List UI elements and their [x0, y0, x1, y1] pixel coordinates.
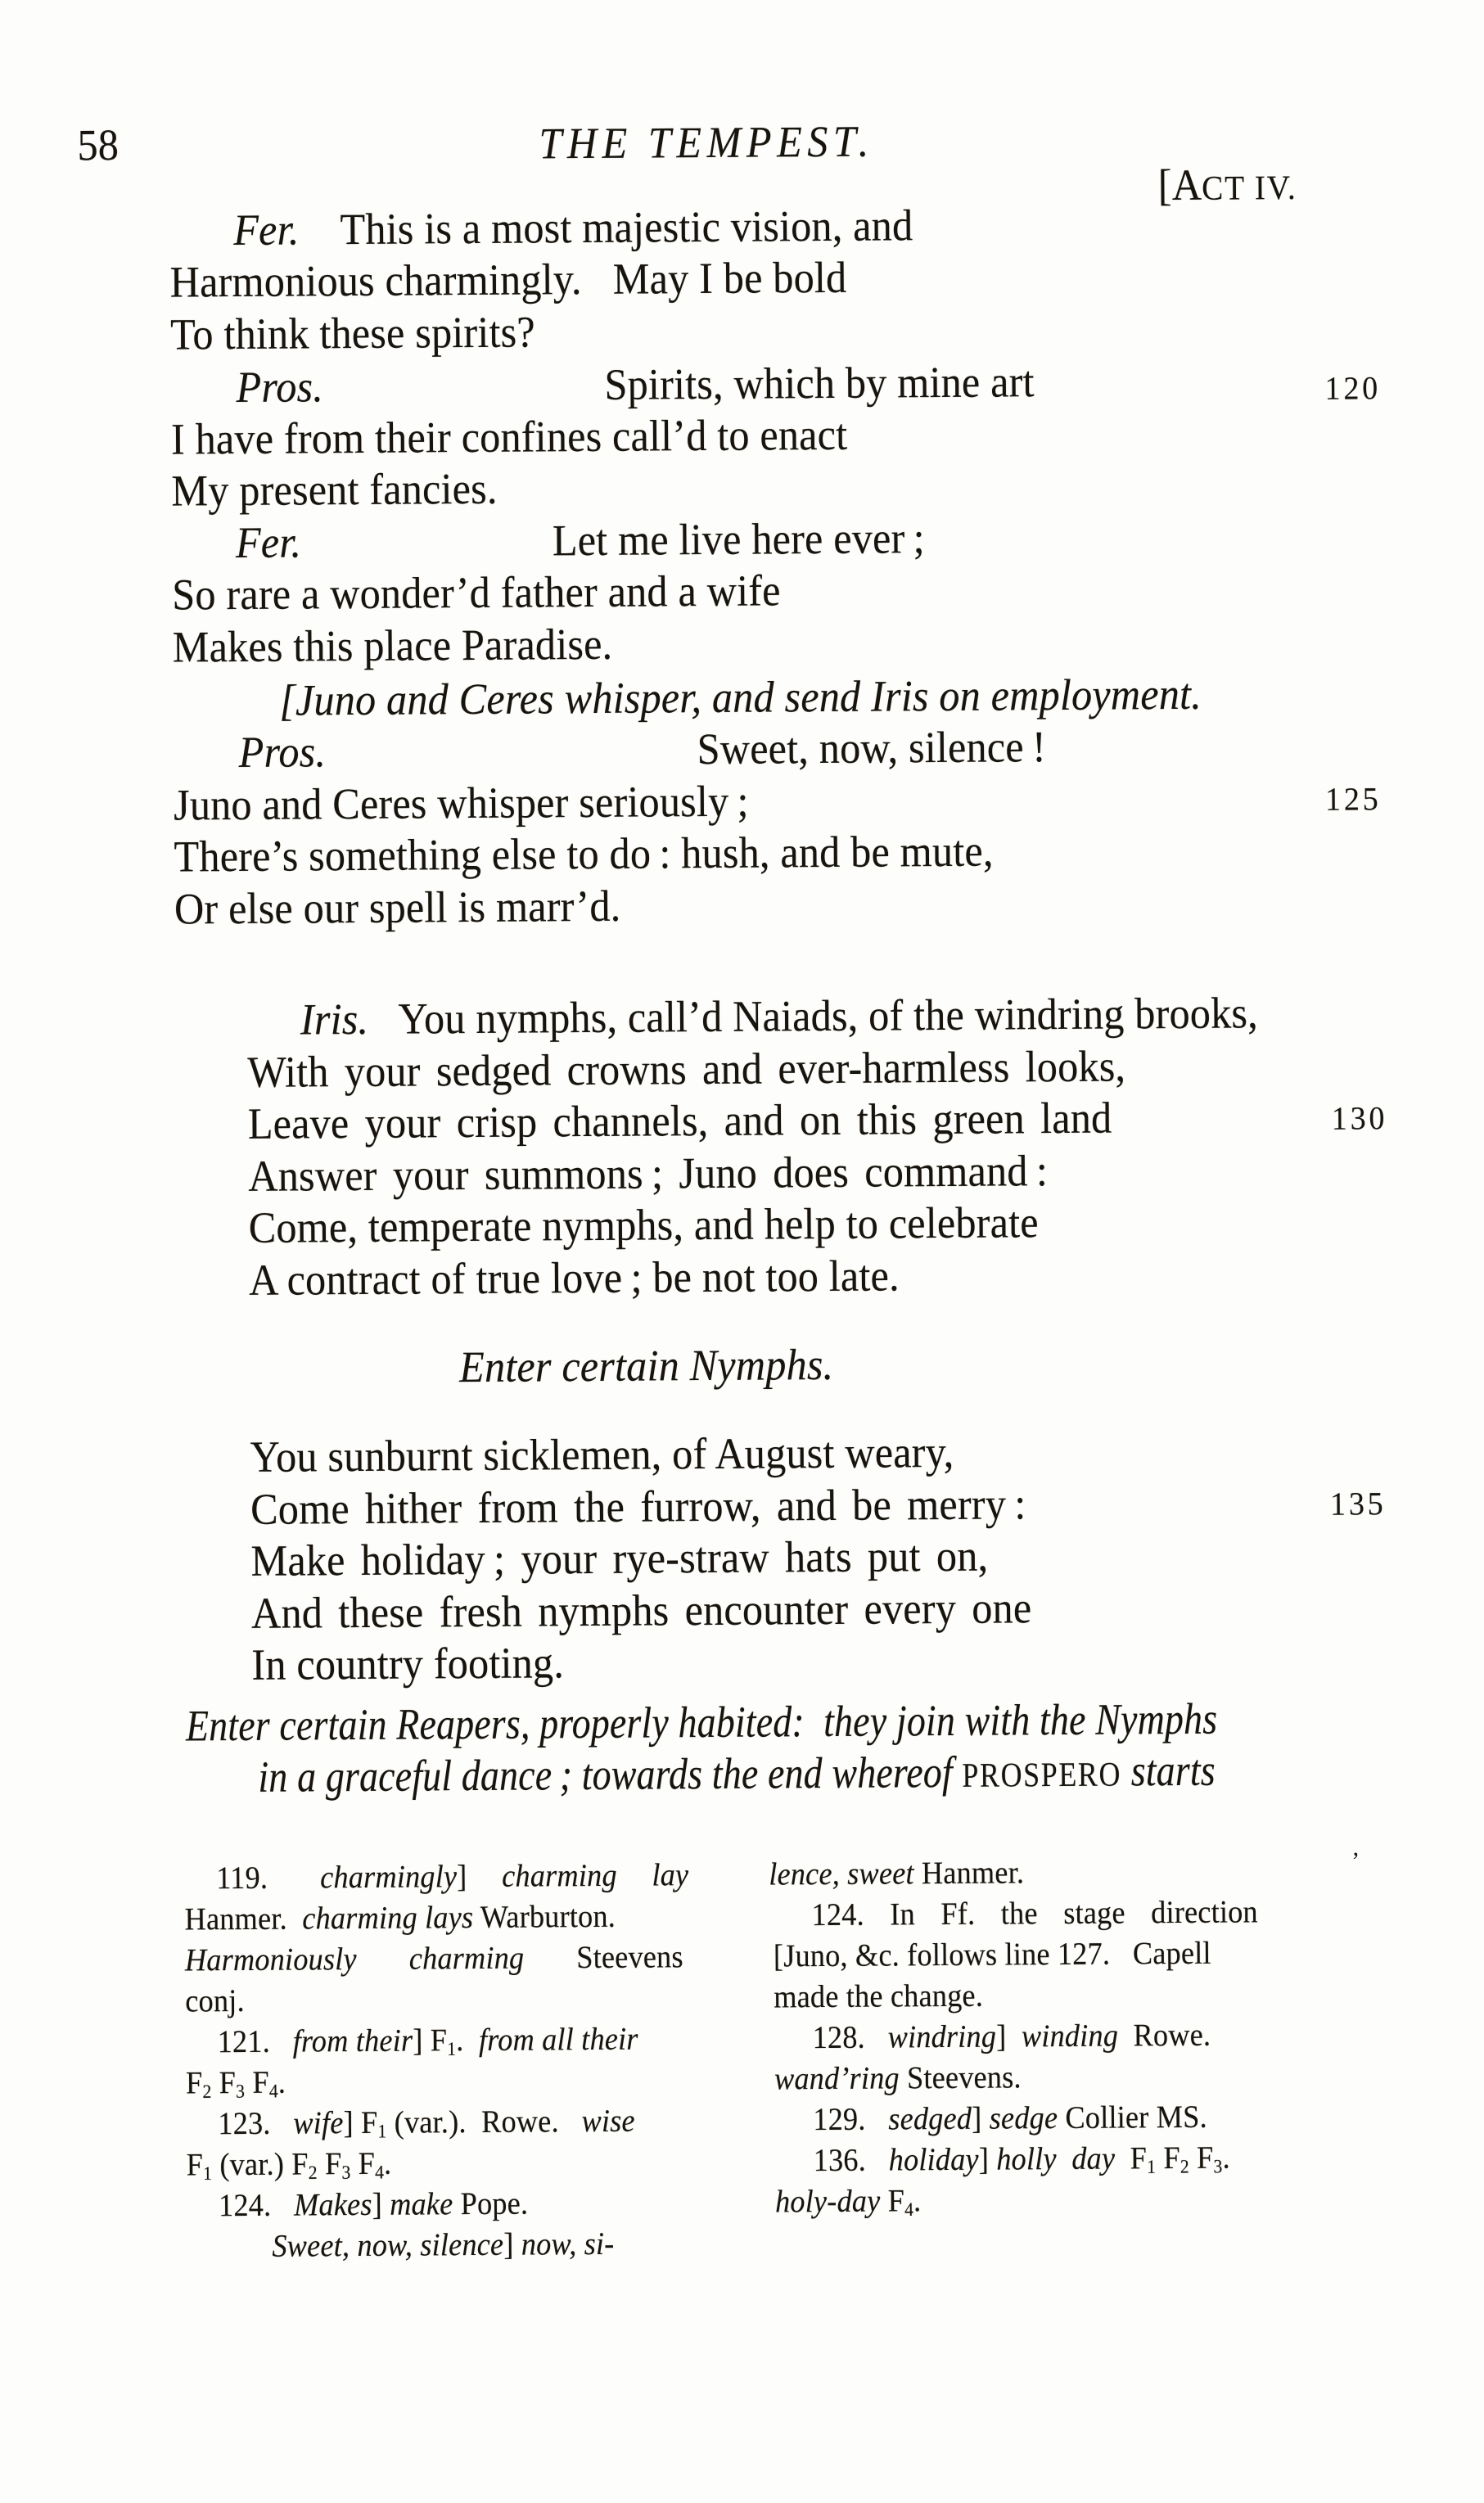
footnote-line	[813, 2099, 1207, 2138]
text-run: F	[211, 2065, 237, 2101]
text-run: In country footing.	[251, 1638, 565, 1689]
text-run: charming lay	[502, 1857, 689, 1894]
text-run: So rare a wonder’d father and a wife	[172, 566, 781, 620]
verse-line	[173, 776, 749, 830]
text-run: With your sedged crowns and ever-harmless looks,	[247, 1041, 1126, 1097]
footnote-line	[218, 2185, 529, 2224]
line-number: 120	[1324, 369, 1382, 407]
footnote-line	[185, 2064, 286, 2103]
footnote-line	[774, 1980, 983, 2014]
text-run: in a graceful dance ; towards the end whereof	[258, 1747, 963, 1802]
text-run: 121.	[217, 2023, 293, 2060]
footnote-line	[186, 2145, 392, 2185]
verse-line	[248, 1146, 1049, 1201]
text-run: 136.	[813, 2142, 889, 2179]
line-number: 130	[1331, 1099, 1388, 1137]
text-run: F	[186, 2147, 204, 2183]
text-run: sedge	[989, 2100, 1058, 2136]
text-run: now, si-	[521, 2226, 615, 2262]
text-run: You nymphs, call’d Naiads, of the windring brooks,	[368, 988, 1259, 1044]
text-run: F	[1115, 2140, 1148, 2176]
footnote-line	[272, 2228, 614, 2262]
page-number: 58	[77, 120, 120, 170]
text-run: Warburton.	[473, 1898, 616, 1936]
verse-line	[697, 722, 1047, 774]
verse-line	[169, 252, 847, 307]
stage-direction	[258, 1745, 1216, 1802]
text-run: Juno and Ceres whisper seriously ;	[173, 776, 749, 830]
speech-prefix	[235, 517, 302, 568]
text-run: charming lays	[302, 1900, 474, 1937]
text-run: I have from their confines call’d to enact	[170, 409, 848, 464]
text-run: Answer your summons ; Juno does command :	[248, 1146, 1049, 1201]
text-run: To think these spirits?	[169, 307, 535, 359]
text-run: 2	[308, 2162, 318, 2185]
text-run: 1	[377, 2121, 387, 2143]
text-run: from their	[292, 2023, 413, 2059]
text-run: F	[1155, 2140, 1180, 2176]
verse-line	[171, 463, 498, 516]
text-run: Make holiday ; your rye-straw hats put on,	[250, 1531, 989, 1585]
verse-line	[250, 1531, 989, 1585]
verse-line	[604, 359, 1034, 407]
text-run: 128.	[812, 2019, 888, 2056]
text-run: ]	[978, 2141, 997, 2177]
footnote-line	[814, 2142, 1230, 2181]
footnote-line	[184, 1898, 616, 1937]
footnote-line	[218, 2105, 635, 2144]
text-run: ] F	[413, 2023, 448, 2059]
verse-line	[247, 1041, 1126, 1097]
print-artifact: ’	[1351, 1847, 1360, 1875]
text-run: .	[383, 2145, 392, 2181]
verse-line	[174, 881, 621, 934]
text-run: Makes	[293, 2186, 372, 2223]
text-run: .	[456, 2022, 480, 2059]
text-run: Steevens	[524, 1939, 683, 1976]
text-run: wand’ring	[774, 2060, 900, 2097]
verse-line	[250, 1479, 1026, 1534]
act-label: CT IV.	[1202, 168, 1297, 208]
text-run: Come, temperate nymphs, and help to celebrate	[248, 1197, 1039, 1252]
text-run: conj.	[185, 1982, 245, 2019]
text-run: Or else our spell is marr’d.	[174, 881, 621, 934]
footnote-line	[216, 1859, 688, 1894]
text-run: There’s something else to do : hush, and be mute,	[174, 826, 994, 882]
text-run: [Juno and Ceres whisper, and send Iris on employment.	[278, 669, 1202, 725]
text-run: Fer.	[235, 517, 302, 568]
verse-line	[250, 1583, 1032, 1638]
text-run: 3	[341, 2162, 351, 2184]
text-run: Harmonious charmingly. May I be bold	[169, 252, 847, 307]
text-run: ]	[457, 1858, 503, 1895]
text-run: 124.	[218, 2187, 295, 2224]
text-run: Let me live here ever ;	[552, 513, 925, 566]
text-run: holly day	[996, 2140, 1116, 2177]
text-run: Sweet, now, silence	[272, 2226, 504, 2264]
footnote-line	[811, 1896, 1257, 1931]
verse-line	[251, 1640, 564, 1687]
text-run: F	[317, 2146, 342, 2182]
stage-direction	[458, 1339, 834, 1392]
text-run: Collier MS.	[1058, 2099, 1207, 2136]
text-run: lence, sweet	[769, 1856, 914, 1892]
footnote-line	[774, 1937, 1211, 1973]
text-run: F	[350, 2145, 376, 2182]
footnote-line	[812, 2019, 1211, 2054]
text-run: Enter certain Nymphs.	[458, 1339, 834, 1392]
text-run: 2	[202, 2081, 212, 2103]
text-run: PROSPERO	[962, 1755, 1122, 1795]
text-run: Hanmer.	[184, 1901, 303, 1937]
text-run: ]	[995, 2018, 1022, 2054]
text-run: 123.	[218, 2105, 294, 2142]
footnote-line	[775, 2185, 922, 2221]
footnote-line	[769, 1856, 1024, 1890]
text-run: ]	[372, 2186, 390, 2222]
verse-line	[170, 409, 848, 464]
text-run: 129.	[813, 2101, 889, 2138]
text-run: .	[913, 2183, 922, 2219]
verse-line	[300, 988, 1259, 1044]
text-run: 4	[375, 2162, 385, 2184]
text-run: ] F	[343, 2104, 378, 2141]
text-run: ]	[971, 2100, 990, 2136]
text-run: charmingly	[319, 1859, 458, 1896]
footnote-line	[774, 2061, 1022, 2095]
text-run: 4	[268, 2081, 278, 2103]
text-run: Pros.	[238, 727, 327, 777]
text-run: holiday	[888, 2141, 979, 2178]
line-number: 125	[1324, 780, 1382, 818]
text-run: 2	[1180, 2156, 1189, 2178]
text-run: Harmoniously charming	[184, 1940, 525, 1978]
text-run: Hanmer.	[913, 1855, 1025, 1892]
text-run: from all their	[478, 2021, 638, 2058]
verse-line	[169, 307, 535, 359]
text-run: starts	[1121, 1745, 1216, 1796]
verse-line	[248, 1251, 900, 1305]
text-run: Rowe.	[1117, 2017, 1211, 2054]
verse-line	[248, 1197, 1039, 1252]
verse-line	[250, 1427, 954, 1482]
text-run: You sunburnt sicklemen, of August weary,	[250, 1427, 954, 1482]
text-run: 3	[236, 2081, 246, 2103]
text-run: 4	[904, 2199, 914, 2221]
footnote-line	[218, 2023, 638, 2062]
verse-line	[247, 1093, 1112, 1148]
stage-direction	[278, 669, 1202, 725]
text-run: Iris.	[300, 994, 369, 1044]
text-run: Sweet, now, silence !	[697, 722, 1047, 774]
text-run: winding	[1021, 2018, 1119, 2054]
text-run: Leave your crisp channels, and on this green land	[247, 1093, 1112, 1148]
speech-prefix	[236, 362, 324, 413]
text-run: sedged	[888, 2100, 972, 2137]
line-number: 135	[1329, 1485, 1387, 1522]
text-run: Come hither from the furrow, and be merry :	[250, 1479, 1026, 1534]
stage-direction	[185, 1693, 1218, 1751]
text-run: A contract of true love ; be not too late.	[248, 1251, 900, 1305]
text-run: [Juno, &c. follows line 127. Capell	[773, 1935, 1211, 1974]
verse-line	[232, 201, 913, 255]
text-run: make	[389, 2186, 453, 2222]
text-run: (var.) F	[211, 2146, 309, 2183]
text-run: made the change.	[774, 1978, 984, 2015]
text-run: This is a most majestic vision, and	[299, 201, 913, 255]
text-run: ]	[503, 2226, 521, 2262]
text-run: 124. In Ff. the stage direction	[811, 1894, 1258, 1933]
text-run: Steevens.	[899, 2059, 1022, 2096]
verse-line	[552, 513, 925, 566]
footnote-line	[185, 1941, 683, 1976]
text-run: .	[277, 2064, 286, 2100]
act-header	[1116, 118, 1297, 252]
text-run: F	[880, 2183, 905, 2219]
text-run: Spirits, which by mine art	[604, 357, 1035, 409]
running-title: THE TEMPEST.	[539, 116, 874, 169]
text-run: My present fancies.	[171, 463, 498, 516]
text-run: Pope.	[453, 2185, 529, 2222]
text-run: Fer.	[232, 205, 300, 255]
text-run: 1	[203, 2163, 213, 2185]
text-run: holy-day	[774, 2183, 881, 2220]
text-run: 3	[1213, 2156, 1223, 2178]
footnote-line	[185, 1982, 245, 2019]
text-run: wife	[293, 2105, 344, 2141]
verse-line	[174, 826, 994, 882]
text-run: F	[1189, 2140, 1214, 2176]
text-run: F	[244, 2064, 269, 2100]
text-run: windring	[887, 2018, 997, 2055]
text-run: .	[1222, 2140, 1230, 2176]
text-run: (var.). Rowe.	[386, 2104, 582, 2140]
verse-line	[172, 619, 613, 672]
verse-line	[172, 566, 781, 620]
text-run: F	[185, 2065, 203, 2101]
text-run: Enter certain Reapers, properly habited: they join with the Nymphs	[185, 1693, 1218, 1751]
text-run: And these fresh nymphs encounter every one	[250, 1583, 1032, 1638]
text-run: 119.	[216, 1860, 321, 1896]
text-run: 1	[447, 2038, 457, 2060]
text-run: Pros.	[236, 362, 324, 413]
text-run: Makes this place Paradise.	[172, 619, 613, 672]
text-run: wise	[581, 2103, 635, 2140]
act-bracket: [A	[1157, 160, 1202, 210]
text-run: 1	[1147, 2156, 1157, 2178]
speech-prefix	[238, 727, 327, 777]
